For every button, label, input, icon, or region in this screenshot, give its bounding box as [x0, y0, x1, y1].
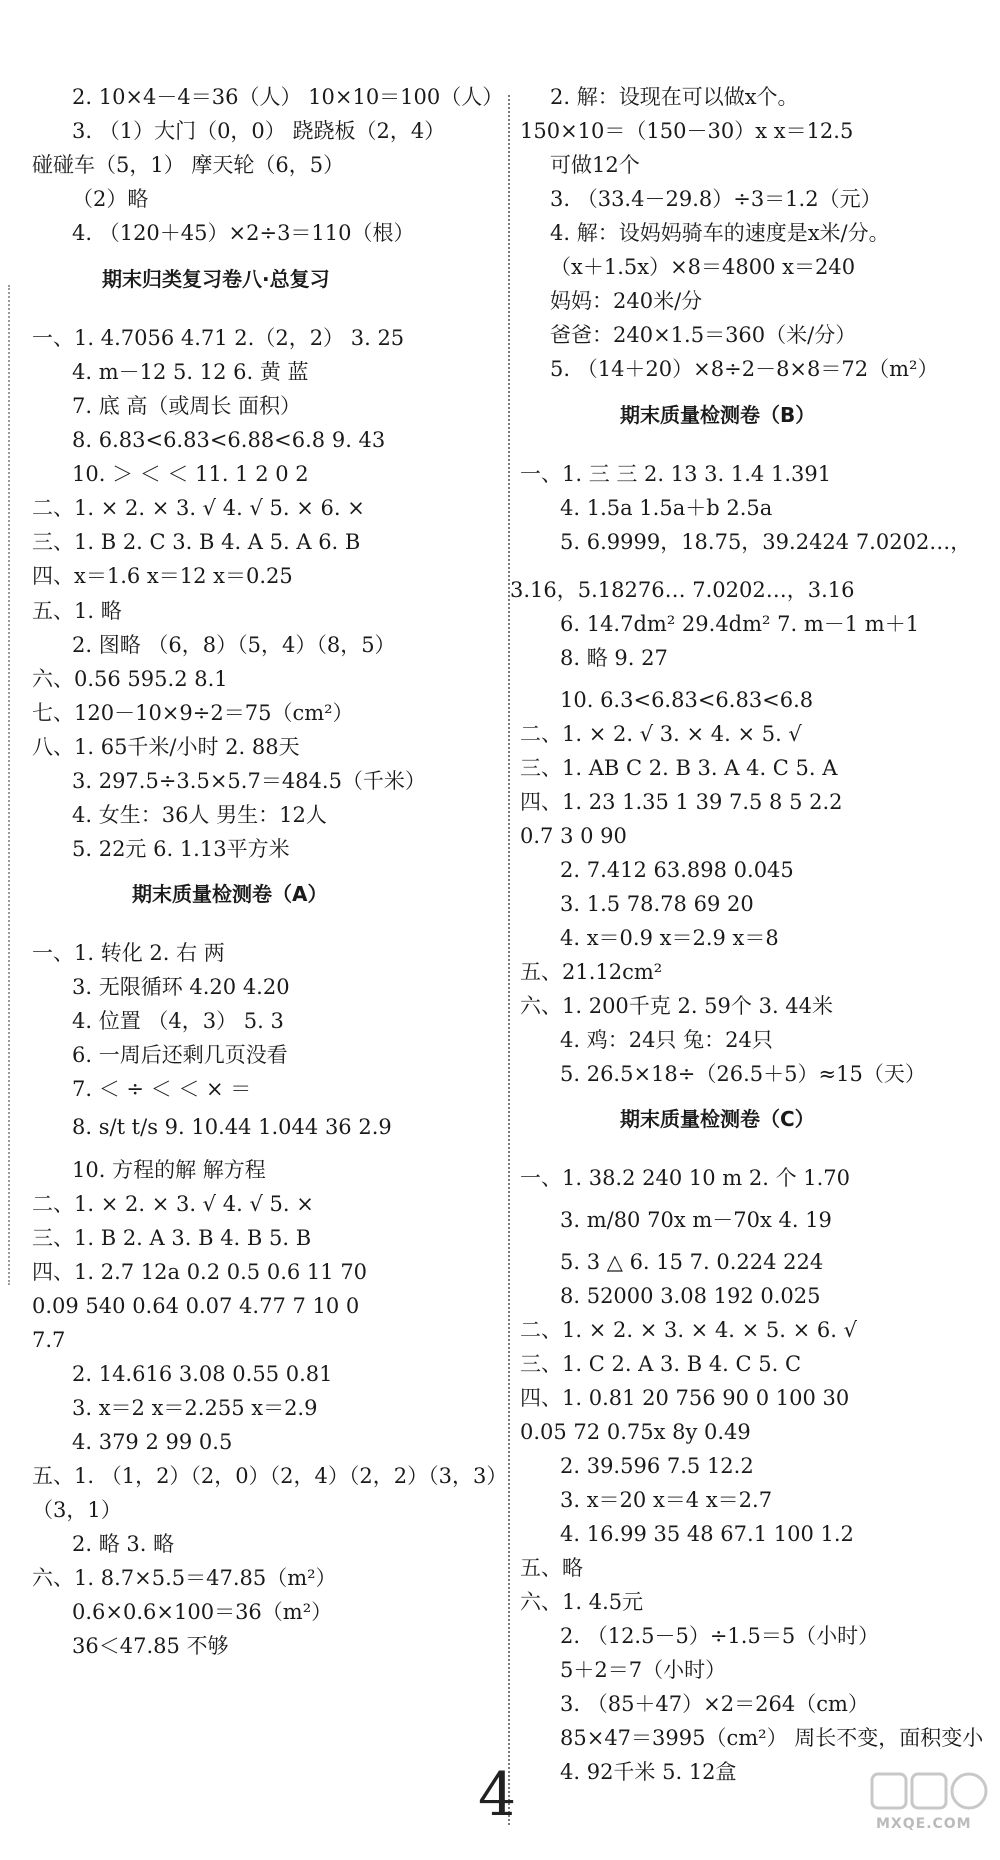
answer-line: 四、1. 2.7 12a 0.2 0.5 0.6 11 70	[32, 1260, 368, 1284]
answer-line: 2. 略 3. 略	[72, 1532, 175, 1556]
section-heading: 期末归类复习卷八·总复习	[102, 267, 330, 291]
answer-line: 5. （14＋20）×8÷2－8×8＝72（m²）	[550, 357, 939, 381]
answer-line: 3.16，5.18276… 7.0202…，3.16	[510, 578, 855, 602]
answer-line: 3. （1）大门（0，0） 跷跷板（2，4）	[72, 119, 446, 143]
answer-line: 2. （12.5－5）÷1.5＝5（小时）	[560, 1624, 880, 1648]
answer-line: 六、0.56 595.2 8.1	[32, 667, 228, 691]
answer-line: 2. 14.616 3.08 0.55 0.81	[72, 1362, 333, 1386]
answer-line: 10. 方程的解 解方程	[72, 1158, 266, 1182]
answer-line: 8. 6.83<6.83<6.88<6.8 9. 43	[72, 428, 386, 452]
answer-line: 2. 解：设现在可以做x个。	[550, 85, 799, 109]
answer-line: 3. 1.5 78.78 69 20	[560, 892, 754, 916]
answer-line: 四、1. 0.81 20 756 90 0 100 30	[520, 1386, 850, 1410]
answer-line: 4. 鸡：24只 兔：24只	[560, 1028, 773, 1052]
answer-line: 3. m/80 70x m－70x 4. 19	[560, 1208, 832, 1232]
answer-line: 6. 14.7dm² 29.4dm² 7. m－1 m＋1	[560, 612, 920, 636]
answer-line: 3. 无限循环 4.20 4.20	[72, 975, 290, 999]
watermark-text: MXQE.COM	[876, 1816, 972, 1832]
watermark-stamp-icon	[870, 1770, 990, 1818]
answer-line: 六、1. 4.5元	[520, 1590, 644, 1614]
answer-line: 2. 39.596 7.5 12.2	[560, 1454, 754, 1478]
margin-dotted-line	[8, 285, 10, 1285]
answer-line: （x＋1.5x）×8＝4800 x＝240	[550, 255, 856, 279]
answer-line: 4. 16.99 35 48 67.1 100 1.2	[560, 1522, 854, 1546]
answer-line: 5＋2＝7（小时）	[560, 1658, 727, 1682]
answer-line: 0.7 3 0 90	[520, 824, 627, 848]
answer-line: 4. m－12 5. 12 6. 黄 蓝	[72, 360, 309, 384]
answer-line: 7. 底 高（或周长 面积）	[72, 394, 302, 418]
answer-line: 碰碰车（5，1） 摩天轮（6，5）	[32, 153, 345, 177]
answer-line: 0.09 540 0.64 0.07 4.77 7 10 0	[32, 1294, 360, 1318]
answer-line: 三、1. C 2. A 3. B 4. C 5. C	[520, 1352, 802, 1376]
answer-line: 二、1. × 2. × 3. √ 4. √ 5. ×	[32, 1192, 314, 1216]
answer-line: 一、1. 38.2 240 10 m 2. 个 1.70	[520, 1166, 851, 1190]
answer-line: 3. （85＋47）×2＝264（cm）	[560, 1692, 869, 1716]
answer-line: 4. 解：设妈妈骑车的速度是x米/分。	[550, 221, 890, 245]
answer-line: 3. 297.5÷3.5×5.7＝484.5（千米）	[72, 769, 426, 793]
answer-line: 四、x＝1.6 x＝12 x＝0.25	[32, 564, 293, 588]
answer-line: 爸爸：240×1.5＝360（米/分）	[550, 323, 857, 347]
answer-line: 6. 一周后还剩几页没看	[72, 1043, 288, 1067]
answer-line: 36＜47.85 不够	[72, 1634, 229, 1658]
answer-line: 5. 22元 6. 1.13平方米	[72, 837, 290, 861]
answer-line: 3. x＝2 x＝2.255 x＝2.9	[72, 1396, 318, 1420]
answer-line: 3. （33.4－29.8）÷3＝1.2（元）	[550, 187, 882, 211]
answer-line: 8. 52000 3.08 192 0.025	[560, 1284, 821, 1308]
answer-line: 8. 略 9. 27	[560, 646, 668, 670]
answer-line: 八、1. 65千米/小时 2. 88天	[32, 735, 300, 759]
answer-line: （2）略	[72, 187, 149, 211]
answer-line: 0.6×0.6×100＝36（m²）	[72, 1600, 333, 1624]
answer-line: 一、1. 转化 2. 右 两	[32, 941, 225, 965]
answer-line: 4. 女生：36人 男生：12人	[72, 803, 327, 827]
answer-line: 4. （120＋45）×2÷3＝110（根）	[72, 221, 415, 245]
section-heading: 期末质量检测卷（B）	[620, 403, 816, 427]
answer-line: 0.05 72 0.75x 8y 0.49	[520, 1420, 751, 1444]
answer-line: 2. 图略 （6，8）（5，4）（8，5）	[72, 633, 396, 657]
answer-line: 5. 26.5×18÷（26.5＋5）≈15（天）	[560, 1062, 926, 1086]
page-number: 4	[478, 1760, 517, 1830]
section-heading: 期末质量检测卷（A）	[132, 882, 328, 906]
answer-line: （3，1）	[32, 1498, 122, 1522]
answer-line: 六、1. 200千克 2. 59个 3. 44米	[520, 994, 834, 1018]
answer-line: 7. ＜ ÷ ＜ ＜ × ＝	[72, 1077, 252, 1101]
answer-line: 二、1. × 2. × 3. × 4. × 5. × 6. √	[520, 1318, 858, 1342]
answer-line: 五、略	[520, 1556, 583, 1580]
answer-line: 2. 7.412 63.898 0.045	[560, 858, 794, 882]
answer-line: 5. 3 △ 6. 15 7. 0.224 224	[560, 1250, 824, 1274]
column-divider	[508, 95, 510, 1825]
answer-line: 一、1. 三 三 2. 13 3. 1.4 1.391	[520, 462, 832, 486]
answer-line: 一、1. 4.7056 4.71 2.（2，2） 3. 25	[32, 326, 405, 350]
answer-line: 2. 10×4－4＝36（人） 10×10＝100（人）	[72, 85, 504, 109]
answer-line: 妈妈：240米/分	[550, 289, 703, 313]
section-heading: 期末质量检测卷（C）	[620, 1107, 815, 1131]
answer-line: 三、1. AB C 2. B 3. A 4. C 5. A	[520, 756, 838, 780]
answer-line: 4. 1.5a 1.5a＋b 2.5a	[560, 496, 773, 520]
answer-line: 五、1. （1，2）（2，0）（2，4）（2，2）（3，3）	[32, 1464, 508, 1488]
answer-line: 五、1. 略	[32, 599, 122, 623]
answer-line: 四、1. 23 1.35 1 39 7.5 8 5 2.2	[520, 790, 843, 814]
answer-line: 10. 6.3<6.83<6.83<6.8	[560, 688, 814, 712]
answer-line: 可做12个	[550, 153, 640, 177]
answer-line: 3. x＝20 x＝4 x＝2.7	[560, 1488, 773, 1512]
answer-line: 三、1. B 2. A 3. B 4. B 5. B	[32, 1226, 312, 1250]
answer-line: 二、1. × 2. √ 3. × 4. × 5. √	[520, 722, 802, 746]
answer-line: 4. x＝0.9 x＝2.9 x＝8	[560, 926, 779, 950]
answer-line: 七、120－10×9÷2＝75（cm²）	[32, 701, 354, 725]
answer-line: 85×47＝3995（cm²） 周长不变，面积变小	[560, 1726, 984, 1750]
answer-line: 六、1. 8.7×5.5＝47.85（m²）	[32, 1566, 337, 1590]
answer-line: 7.7	[32, 1328, 66, 1352]
answer-line: 三、1. B 2. C 3. B 4. A 5. A 6. B	[32, 530, 361, 554]
answer-line: 8. s/t t/s 9. 10.44 1.044 36 2.9	[72, 1115, 392, 1139]
answer-line: 五、21.12cm²	[520, 960, 663, 984]
answer-line: 4. 379 2 99 0.5	[72, 1430, 233, 1454]
answer-line: 4. 位置 （4，3） 5. 3	[72, 1009, 284, 1033]
answer-line: 5. 6.9999，18.75，39.2424 7.0202…，	[560, 530, 972, 554]
answer-line: 150×10＝（150－30）x x＝12.5	[520, 119, 854, 143]
watermark-logo	[870, 1770, 990, 1850]
answer-line: 4. 92千米 5. 12盒	[560, 1760, 737, 1784]
answer-line: 10. ＞ ＜ ＜ 11. 1 2 0 2	[72, 462, 309, 486]
answer-line: 二、1. × 2. × 3. √ 4. √ 5. × 6. ×	[32, 496, 365, 520]
